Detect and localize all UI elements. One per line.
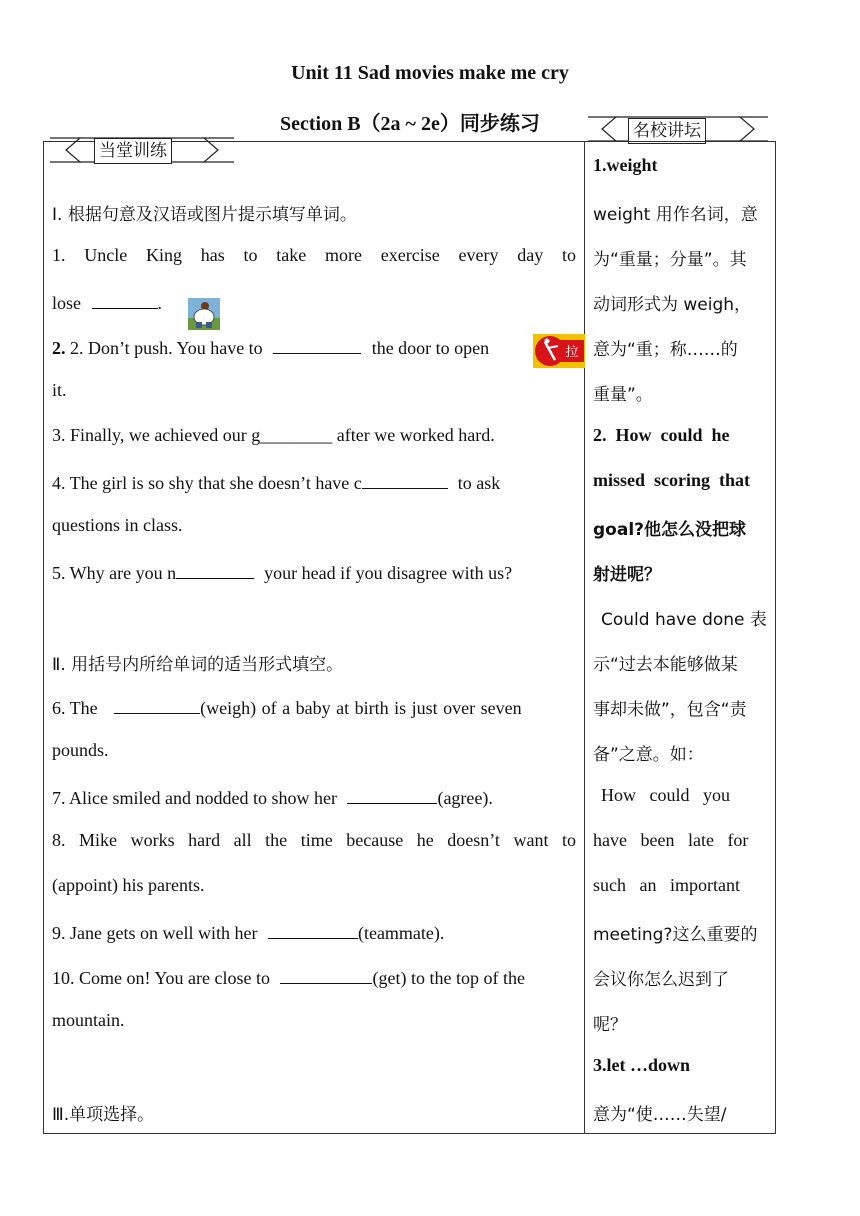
question-4-text-b: to ask	[457, 473, 501, 493]
question-6-line1	[52, 695, 576, 719]
note-line: weight 用作名词，意	[593, 205, 758, 225]
question-4-text: 4. The girl is so shy that she doesn’t have c	[52, 473, 362, 493]
question-9-text-b: (teammate).	[357, 923, 445, 943]
note-2-title: missed scoring that	[593, 470, 750, 490]
part3-heading: Ⅲ.单项选择。	[52, 1105, 155, 1125]
blank[interactable]	[280, 965, 372, 984]
question-6-text-b: (weigh) of a baby at birth is just over seven	[200, 698, 522, 718]
question-9	[52, 920, 444, 944]
note-2-title: goal?他怎么没把球	[593, 520, 747, 540]
note-1-title: 1.weight	[593, 155, 658, 175]
blank[interactable]	[347, 785, 437, 804]
question-3: 3. Finally, we achieved our g________ after we worked hard.	[52, 425, 495, 445]
blank[interactable]	[362, 470, 448, 489]
right-banner-label: 名校讲坛	[628, 118, 706, 144]
blank[interactable]	[273, 335, 361, 354]
question-5-text-b: your head if you disagree with us?	[264, 563, 513, 583]
question-10-text: 10. Come on! You are close to	[52, 968, 270, 988]
blank[interactable]	[268, 920, 358, 939]
question-10-line2: mountain.	[52, 1010, 125, 1030]
note-line: Could have done 表	[601, 610, 767, 630]
question-2-line2	[52, 380, 67, 401]
note-line: 备”之意。如：	[593, 745, 704, 765]
note-example: 会议你怎么迟到了	[593, 970, 729, 990]
note-example: such an important	[593, 875, 740, 895]
part2-heading: Ⅱ. 用括号内所给单词的适当形式填空。	[52, 655, 344, 675]
note-line: 重量”。	[593, 385, 653, 405]
question-7-text-b: (agree).	[437, 788, 493, 808]
note-line: 事却未做”，包含“责	[593, 700, 747, 720]
question-5	[52, 560, 512, 584]
page-subtitle: Section B（2a ~ 2e）同步练习	[280, 113, 540, 135]
fat-man-picture-icon	[188, 298, 220, 330]
column-divider	[584, 141, 585, 1134]
question-6-line2: pounds.	[52, 740, 109, 760]
blank[interactable]	[176, 560, 254, 579]
pull-sign-text: 拉	[565, 345, 579, 360]
question-5-text: 5. Why are you n	[52, 563, 177, 583]
note-example: How could you	[601, 785, 730, 805]
note-2-title: 射进呢？	[593, 565, 661, 585]
question-7-text: 7. Alice smiled and nodded to show her	[52, 788, 337, 808]
part1-heading: Ⅰ. 根据句意及汉语或图片提示填写单词。	[52, 205, 357, 225]
note-example: 呢？	[593, 1015, 627, 1035]
question-1-line1: 1. Uncle King has to take more exercise every day to	[52, 245, 576, 265]
question-1-line2: lose .	[52, 290, 162, 314]
note-example: have been late for	[593, 830, 749, 850]
note-3-title: 3.let …down	[593, 1055, 691, 1075]
note-line: 意为“重；称……的	[593, 340, 738, 360]
question-9-text: 9. Jane gets on well with her	[52, 923, 258, 943]
question-2-text-c: it.	[52, 380, 67, 400]
page-title: Unit 11 Sad movies make me cry	[291, 62, 569, 84]
note-line: 动词形式为 weigh，	[593, 295, 752, 315]
question-2-text: 2. Don’t push. You have to	[70, 338, 263, 358]
question-10-line1	[52, 965, 525, 989]
note-example: meeting?这么重要的	[593, 925, 758, 945]
note-line: 示“过去本能够做某	[593, 655, 738, 675]
blank[interactable]	[114, 695, 200, 714]
question-8-line1: 8. Mike works hard all the time because he doesn’t want to	[52, 830, 576, 850]
pull-sign-icon	[533, 334, 585, 368]
left-banner-label: 当堂训练	[94, 138, 172, 164]
question-10-text-b: (get) to the top of the	[372, 968, 525, 988]
question-4-line1	[52, 470, 500, 494]
blank[interactable]	[92, 290, 158, 309]
question-1-text: lose	[52, 293, 81, 313]
note-line: 为“重量；分量”。其	[593, 250, 747, 270]
question-4-line2: questions in class.	[52, 515, 183, 535]
note-line: 意为“使……失望/	[593, 1105, 727, 1125]
question-2-text-b: the door to open	[371, 338, 490, 358]
question-2-line1: 2. 2. Don’t push. You have to the door to open	[52, 335, 489, 359]
question-7	[52, 785, 493, 809]
question-6-text: 6. The	[52, 698, 98, 718]
note-2-title: 2. How could he	[593, 425, 730, 445]
question-8-line2: (appoint) his parents.	[52, 875, 205, 895]
